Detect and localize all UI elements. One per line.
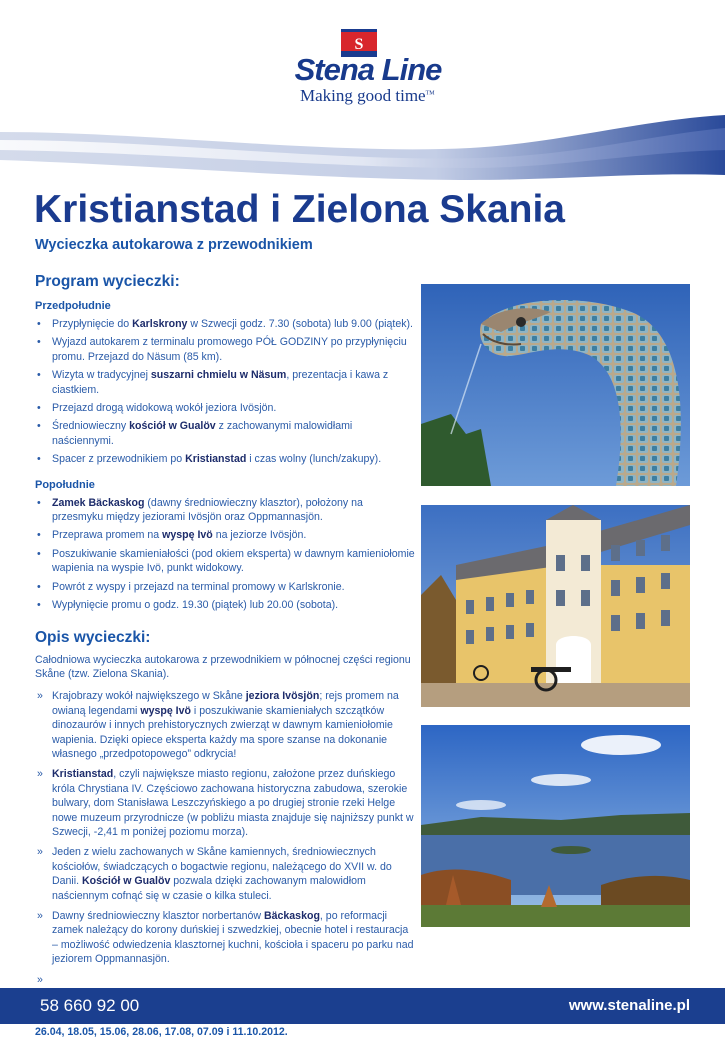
morning-heading: Przedpołudnie: [35, 300, 111, 312]
list-item: • Powrót z wyspy i przejazd na terminal promowy w Karlskronie.: [35, 580, 415, 594]
header-wave: [0, 110, 725, 190]
castle-photo: [421, 505, 690, 707]
morning-list: [35, 317, 415, 467]
list-item: • Średniowieczny kościół w Gualöv z zachowanymi malowidłami naściennymi.: [35, 419, 415, 448]
description-intro: Całodniowa wycieczka autokarowa z przewodnikiem w północnej części regionu Skåne (tzw. Zielona Skania).: [35, 653, 411, 680]
footer-website-link[interactable]: www.stenaline.pl: [568, 997, 690, 1014]
list-item: • Wypłynięcie promu o godz. 19.30 (piątek) lub 20.00 (sobota).: [35, 598, 415, 612]
sculpture-photo: [421, 284, 690, 486]
flag-letter: S: [354, 36, 364, 53]
brand-tagline: Making good time™: [300, 86, 435, 105]
content-column: [35, 273, 415, 1039]
afternoon-list: [35, 496, 415, 613]
list-item: • Wyjazd autokarem z terminalu promowego PÓŁ GODZINY po przypłynięciu promu. Przejazd do Näsum (85 km).: [35, 335, 415, 364]
list-item: • Spacer z przewodnikiem po Kristianstad i czas wolny (lunch/zakupy).: [35, 452, 415, 466]
page-title: Kristianstad i Zielona Skania: [34, 188, 565, 231]
list-item: » Dawny średniowieczny klasztor norbertanów Bäckaskog, po reformacji zamek należący do korony duńskiej i szwedzkiej, obecnie hotel i restauracja – możliwość odwiedzenia klasztornej kuchni, kościoła i spaceru po parku nad jeziorem Oppmannasjön.: [35, 909, 415, 967]
list-item: • Przejazd drogą widokową wokół jeziora Ivösjön.: [35, 401, 415, 415]
lake-photo: [421, 725, 690, 927]
description-list: [35, 689, 415, 1006]
page-subtitle: Wycieczka autokarowa z przewodnikiem: [35, 237, 313, 253]
list-item: • Przeprawa promem na wyspę Ivö na jeziorze Ivösjön.: [35, 528, 415, 542]
list-item: » Jeden z wielu zachowanych w Skåne kamiennych, średniowiecznych kościołów, świadczących o bogactwie regionu, należącego do XVII w. do Danii. Kościół w Gualöv pozwala dzięki zachowanym malowidłom naściennym cofnąć się w czasie o kilka stuleci.: [35, 845, 415, 903]
afternoon-heading: Popołudnie: [35, 478, 95, 491]
list-item: » Krajobrazy wokół największego w Skåne jeziora Ivösjön; rejs promem na owianą legendami wyspę Ivö i poszukiwanie skamieniałych szczątków dinozaurów i innych prehistorycznych zwierząt w dawnym kamieniołomie wapienia. Dzięki opiece eksperta każdy ma spore szanse na dokonanie własnego „przedpotopowego” odkrycia!: [35, 689, 415, 761]
footer-phone: 58 660 92 00: [40, 996, 140, 1015]
program-heading: Program wycieczki:: [35, 273, 180, 290]
brand-name: Stena Line: [294, 52, 442, 87]
list-item: • Wizyta w tradycyjnej suszarni chmielu w Näsum, prezentacja i kawa z ciastkiem.: [35, 368, 415, 397]
list-item: • Zamek Bäckaskog (dawny średniowieczny klasztor), położony na przesmyku między jeziorami Ivösjön oraz Oppmannasjön.: [35, 496, 415, 525]
list-item: [35, 973, 415, 987]
description-heading: Opis wycieczki:: [35, 628, 151, 646]
list-item: » Kristianstad, czyli największe miasto regionu, założone przez duńskiego króla Chrystiana IV. Częściowo zachowana historyczna zabudowa, szerokie bulwary, dom Stanisława Leszczyńskiego a po drugiej stronie rzeki Helge nowe muzeum przyrodnicze (w pobliżu miasta znajduje się najniższy punkt w Szwecji, -2,41 m poniżej poziomu morza).: [35, 767, 415, 839]
list-item: • Poszukiwanie skamieniałości (pod okiem eksperta) w dawnym kamieniołomie wapienia na wyspie Ivö, punkt widokowy.: [35, 547, 415, 576]
list-item: • Przypłynięcie do Karlskrony w Szwecji godz. 7.30 (sobota) lub 9.00 (piątek).: [35, 317, 415, 331]
dates-values: 26.04, 18.05, 15.06, 28.06, 17.08, 07.09 i 11.10.2012.: [35, 1026, 288, 1039]
